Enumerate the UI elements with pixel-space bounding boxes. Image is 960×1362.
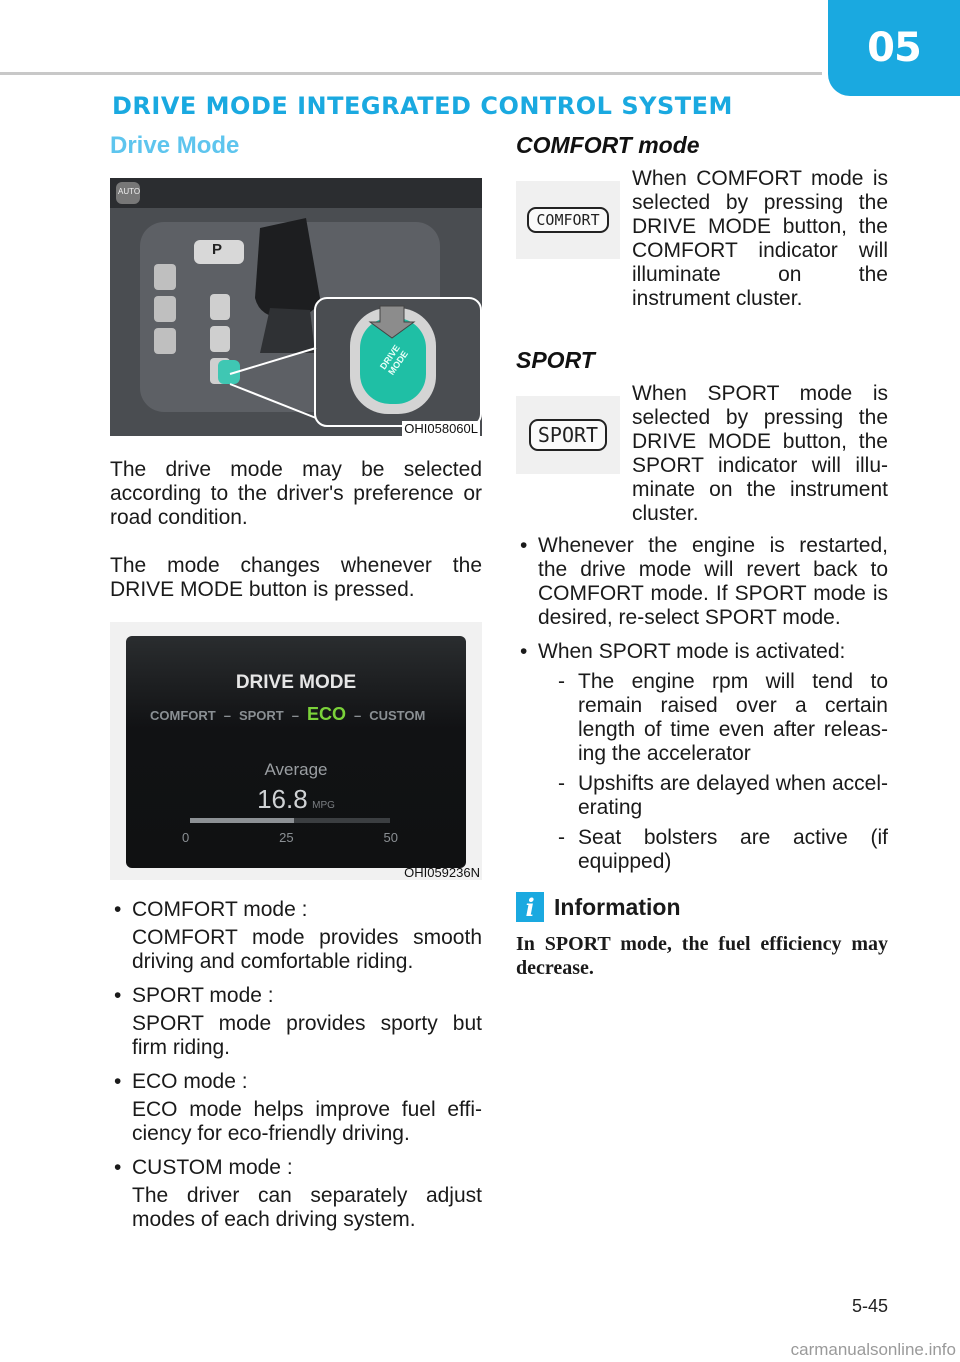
dash-item <box>558 826 888 874</box>
mode-custom: CUSTOM <box>369 708 426 723</box>
dash-item <box>558 670 888 766</box>
average-value: 16.8 <box>257 784 308 814</box>
bullet-desc: ECO mode helps improve fuel effi-ciency for eco-friendly driving. <box>132 1098 482 1145</box>
comfort-text: When COMFORT mode is selected by pressing the DRIVE MODE button, the COMFORT indicator will illuminate on the instrument cluster. <box>632 167 888 310</box>
dash-mark: - <box>558 670 565 693</box>
tick-label: 50 <box>383 830 398 845</box>
cluster-screen <box>126 636 466 868</box>
bullet-desc: SPORT mode provides sporty but firm riding. <box>132 1012 482 1059</box>
tick-label: 25 <box>279 830 294 845</box>
bullet-text: When SPORT mode is activated: <box>538 640 846 663</box>
sport-notes <box>516 534 888 874</box>
dash-text: Seat bolsters are active (if equipped) <box>578 826 888 873</box>
mode-separator: – <box>291 708 299 723</box>
section-title: DRIVE MODE INTEGRATED CONTROL SYSTEM <box>112 92 733 120</box>
figure-code: OHI059236N <box>404 865 480 880</box>
list-item <box>110 984 482 1060</box>
sport-row <box>516 382 888 526</box>
list-item <box>110 898 482 974</box>
list-item <box>110 1070 482 1146</box>
tick-label: 0 <box>182 830 190 845</box>
mode-separator: – <box>354 708 362 723</box>
chapter-tab: 05 <box>828 0 960 96</box>
list-item <box>516 534 888 630</box>
mode-comfort: COMFORT <box>150 708 216 723</box>
bullet-desc: COMFORT mode provides smooth driving and comfortable riding. <box>132 926 482 973</box>
comfort-indicator-box <box>516 181 620 259</box>
sport-indicator-box <box>516 396 620 474</box>
dash-mark: - <box>558 826 565 849</box>
mode-list-bullets <box>110 898 482 1232</box>
economy-bar-fill <box>190 818 294 823</box>
bullet-label: CUSTOM mode : <box>132 1156 293 1179</box>
sport-heading: SPORT <box>516 347 595 373</box>
dash-list <box>538 670 888 874</box>
dash-item <box>558 772 888 820</box>
economy-ticks <box>182 830 398 845</box>
sport-indicator: SPORT <box>529 419 607 451</box>
cluster-title: DRIVE MODE <box>235 672 357 693</box>
dash-text: Upshifts are delayed when accel-erating <box>578 772 888 819</box>
paragraph-change: The mode changes whenever the DRIVE MODE button is pressed. <box>110 554 482 601</box>
watermark: carmanualsonline.info <box>790 1340 956 1359</box>
average-label: Average <box>264 760 328 779</box>
bullet-dot: • <box>520 534 528 557</box>
bullet-label: ECO mode : <box>132 1070 248 1093</box>
bullet-label: SPORT mode : <box>132 984 274 1007</box>
page-number: 5-45 <box>851 1296 888 1316</box>
bullet-dot: • <box>114 984 122 1007</box>
bullet-text: Whenever the engine is restarted, the drive mode will revert back to COMFORT mode. If SPORT mode is desired, re-select SPORT mode. <box>538 534 888 629</box>
average-unit: MPG <box>312 800 335 811</box>
bullet-label: COMFORT mode : <box>132 898 308 921</box>
average-value-row <box>126 784 466 815</box>
dash-text: The engine rpm will tend to remain raised over a certain length of time even after releas-ing the accelerator <box>578 670 888 765</box>
drive-mode-heading: Drive Mode <box>110 132 240 159</box>
mode-eco-active: ECO <box>306 704 346 724</box>
right-column <box>516 132 888 980</box>
dash-mark: - <box>558 772 565 795</box>
shift-p-label: P <box>212 241 223 258</box>
sport-text: When SPORT mode is selected by pressing the DRIVE MODE button, the SPORT indicator will illu-minate on the instrument cluster. <box>632 382 888 525</box>
information-text: In SPORT mode, the fuel efficiency may decrease. <box>516 933 888 979</box>
console-illustration <box>110 178 482 436</box>
list-item <box>516 640 888 874</box>
comfort-row <box>516 167 888 311</box>
bullet-desc: The driver can separately adjust modes of each driving system. <box>132 1184 482 1231</box>
bullet-dot: • <box>114 898 122 921</box>
mode-list <box>150 704 454 725</box>
figure-drive-mode-button <box>110 178 482 436</box>
bullet-dot: • <box>114 1156 122 1179</box>
auto-label: AUTO <box>118 187 141 196</box>
info-icon: i <box>516 892 544 922</box>
economy-bar <box>190 818 390 823</box>
mode-separator: – <box>223 708 231 723</box>
drive-mode-button-label: DRIVE MODE <box>377 343 410 377</box>
comfort-indicator: COMFORT <box>527 207 608 233</box>
bullet-dot: • <box>520 640 528 663</box>
information-title: Information <box>554 893 681 920</box>
paragraph-intro: The drive mode may be selected according to the driver's preference or road condition. <box>110 458 482 529</box>
bullet-dot: • <box>114 1070 122 1093</box>
header-rule <box>0 72 822 75</box>
figure-cluster-display <box>110 622 482 880</box>
mode-sport: SPORT <box>238 708 284 723</box>
left-column <box>110 132 482 1242</box>
figure-code: OHI058060L <box>404 421 478 436</box>
comfort-heading: COMFORT mode <box>516 132 700 158</box>
list-item <box>110 1156 482 1232</box>
information-header <box>516 892 888 922</box>
